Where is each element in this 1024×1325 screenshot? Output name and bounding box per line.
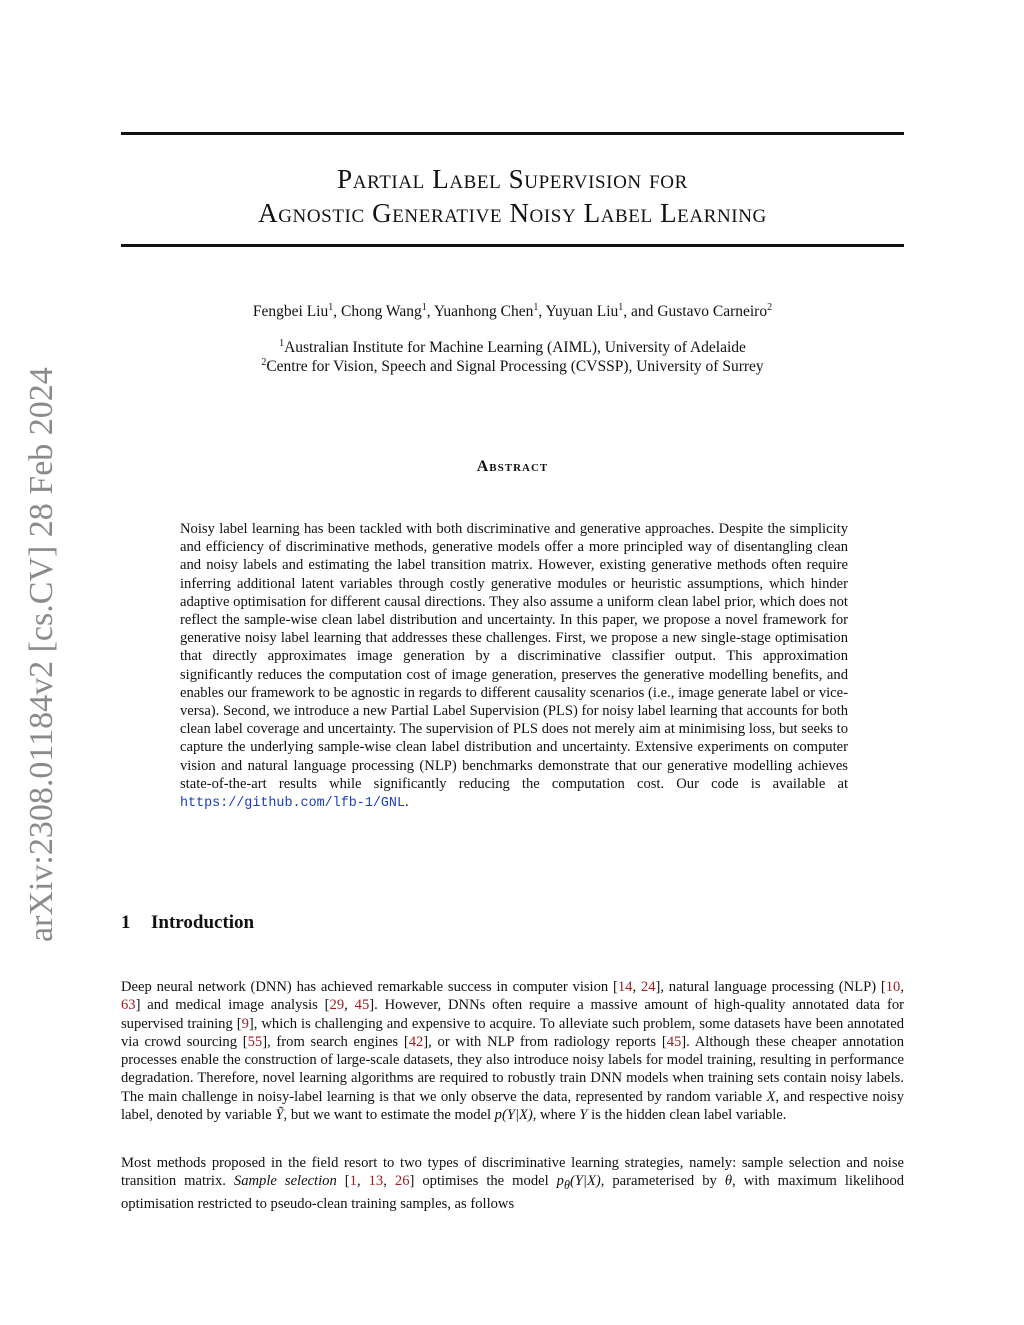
- affiliations: [121, 338, 904, 376]
- text-run: ,: [900, 979, 904, 995]
- abstract-body: [180, 520, 848, 813]
- citation-link[interactable]: 13: [368, 1173, 384, 1190]
- text-run: ,: [356, 1173, 369, 1190]
- affiliation-mark: 1: [279, 338, 285, 349]
- text-run: ], from search engines [: [262, 1033, 409, 1050]
- author-affil-mark: 1: [421, 302, 427, 313]
- text-run: , with maximum likelihood optimisation restricted to pseudo-clean training samples, as follows: [121, 1173, 905, 1212]
- title-line-1: Partial Label Supervision for: [337, 164, 688, 194]
- math-subscript: θ: [563, 1178, 570, 1193]
- author-name: Yuanhong Chen: [433, 303, 534, 320]
- intro-paragraph-1: [121, 978, 904, 1124]
- arxiv-sidebar-stamp: arXiv:2308.01184v2 [cs.CV] 28 Feb 2024: [23, 367, 60, 942]
- paper-title: [121, 162, 904, 230]
- text-run: ] and medical image analysis [: [135, 997, 330, 1014]
- text-run: ,: [632, 979, 641, 995]
- text-run: Most methods proposed in the field resort to two types of discriminative learning strategies, namely: sample selection and noise transition matrix.: [121, 1155, 904, 1190]
- author-name: Yuyuan Liu: [545, 303, 619, 320]
- author-name: Gustavo Carneiro: [657, 303, 768, 320]
- author-list: Fengbei Liu$^1$, Chong Wang$^1$, Yuanhong Chen$^1$, Yuyuan Liu$^1$, and Gustavo Carneiro$^2$: [252, 302, 773, 320]
- citation-link[interactable]: 1: [349, 1173, 357, 1190]
- math-expression: [556, 1173, 601, 1193]
- affiliation-line: [121, 357, 904, 376]
- text-run: ,: [383, 1173, 395, 1190]
- intro-paragraph-2: [121, 1154, 904, 1213]
- section-number: 1: [121, 912, 131, 933]
- text-run: , but we want to estimate the model: [283, 1107, 495, 1124]
- text-run: ]. However, DNNs often require a massive amount of high-quality annotated data for supervised training [: [121, 997, 905, 1032]
- math-expression: p(Y|X): [494, 1107, 533, 1124]
- math-symbol: (Y|X): [569, 1173, 601, 1190]
- affiliation-text: Australian Institute for Machine Learning (AIML), University of Adelaide: [284, 339, 746, 356]
- text-run: ]. Although these cheaper annotation processes enable the construction of large-scale datasets, they also introduce noisy labels for model training, resulting in performance degradation. Therefore, novel learning algorithms are required to robustly train DNN models when training sets contain noisy labels. The main challenge in noisy-label learning is that we only observe the data, represented by random variable: [121, 1033, 904, 1105]
- citation-link[interactable]: 14: [617, 979, 633, 995]
- title-top-rule: [121, 132, 904, 135]
- text-run: Deep neural network (DNN) has achieved remarkable success in computer vision [: [121, 979, 618, 995]
- text-run: , parameterised by: [600, 1173, 725, 1190]
- title-bottom-rule: [121, 244, 904, 247]
- affiliation-text: Centre for Vision, Speech and Signal Processing (CVSSP), University of Surrey: [266, 358, 764, 375]
- affiliation-line: [121, 338, 904, 357]
- citation-link[interactable]: 42: [408, 1033, 424, 1050]
- text-run: ,: [344, 997, 355, 1014]
- citation-link[interactable]: 45: [354, 997, 370, 1014]
- abstract-text: Noisy label learning has been tackled with both discriminative and generative approaches. Despite the simplicity and efficiency of discriminative methods, generative models offer a more principled way of disentangling clean and noisy labels and estimating the label transition matrix. However, existing generative methods often require inferring additional latent variables through costly generative modules or heuristic assumptions, which hinder adaptive optimisation for different causal directions. They also assume a uniform clean label prior, which does not reflect the sample-wise clean label distribution and uncertainty. In this paper, we propose a novel framework for generative noisy label learning that addresses these challenges. First, we propose a new single-stage optimisation that directly approximates image generation by a discriminative classifier output. This approximation significantly reduces the computation cost of image generation, preserves the generative modelling benefits, and enables our framework to be agnostic in regards to different causality scenarios (i.e., image generate label or vice-versa). Second, we introduce a new Partial Label Supervision (PLS) for noisy label learning that accounts for both clean label coverage and uncertainty. The supervision of PLS does not merely aim at minimising loss, but seeks to capture the underlying sample-wise clean label distribution and uncertainty. Extensive experiments on computer vision and natural language processing (NLP) benchmarks demonstrate that our generative modelling achieves state-of-the-art results while significantly reducing the computation cost. Our code is available at: [180, 521, 848, 792]
- title-line-2: Agnostic Generative Noisy Label Learning: [258, 198, 767, 228]
- citation-link[interactable]: 63: [121, 997, 136, 1014]
- math-variable: Y: [579, 1107, 588, 1124]
- citation-link[interactable]: 24: [640, 979, 656, 995]
- author-affil-mark: 1: [328, 302, 334, 313]
- affiliation-mark: 2: [261, 357, 267, 368]
- code-repository-link[interactable]: https://github.com/lfb-1/GNL: [180, 796, 405, 812]
- text-run: ], natural language processing (NLP) [: [655, 979, 886, 995]
- math-symbol: p: [556, 1173, 564, 1190]
- author-affil-mark: 2: [767, 302, 773, 313]
- citation-link[interactable]: 45: [666, 1033, 682, 1050]
- citation-link[interactable]: 29: [329, 997, 345, 1014]
- text-run: ], or with NLP from radiology reports [: [423, 1033, 667, 1050]
- section-title: Introduction: [151, 912, 255, 933]
- citation-link[interactable]: 10: [885, 979, 901, 995]
- author-name: Chong Wang: [341, 303, 422, 320]
- text-run: ] optimises the model: [409, 1173, 557, 1190]
- text-run: , where: [532, 1107, 580, 1124]
- author-name: Fengbei Liu: [252, 303, 329, 320]
- math-variable: Ỹ: [275, 1107, 284, 1124]
- abstract-end-punct: .: [405, 794, 409, 811]
- citation-link[interactable]: 55: [247, 1033, 263, 1050]
- text-run: , and respective noisy label, denoted by variable: [121, 1088, 904, 1124]
- emphasis-term: Sample selection: [233, 1173, 337, 1190]
- section-heading-introduction: [121, 912, 254, 934]
- text-run: is the hidden clean label variable.: [587, 1107, 787, 1124]
- author-affil-mark: 1: [618, 302, 624, 313]
- text-run: [: [336, 1173, 350, 1190]
- author-affil-mark: 1: [533, 302, 539, 313]
- citation-link[interactable]: 26: [394, 1173, 410, 1190]
- abstract-heading: Abstract: [476, 458, 549, 475]
- text-run: ], which is challenging and expensive to acquire. To alleviate such problem, some datasets have been annotated via crowd sourcing [: [121, 1015, 904, 1050]
- math-variable: X: [766, 1088, 776, 1105]
- citation-link[interactable]: 9: [241, 1015, 249, 1032]
- math-variable: θ: [724, 1173, 733, 1190]
